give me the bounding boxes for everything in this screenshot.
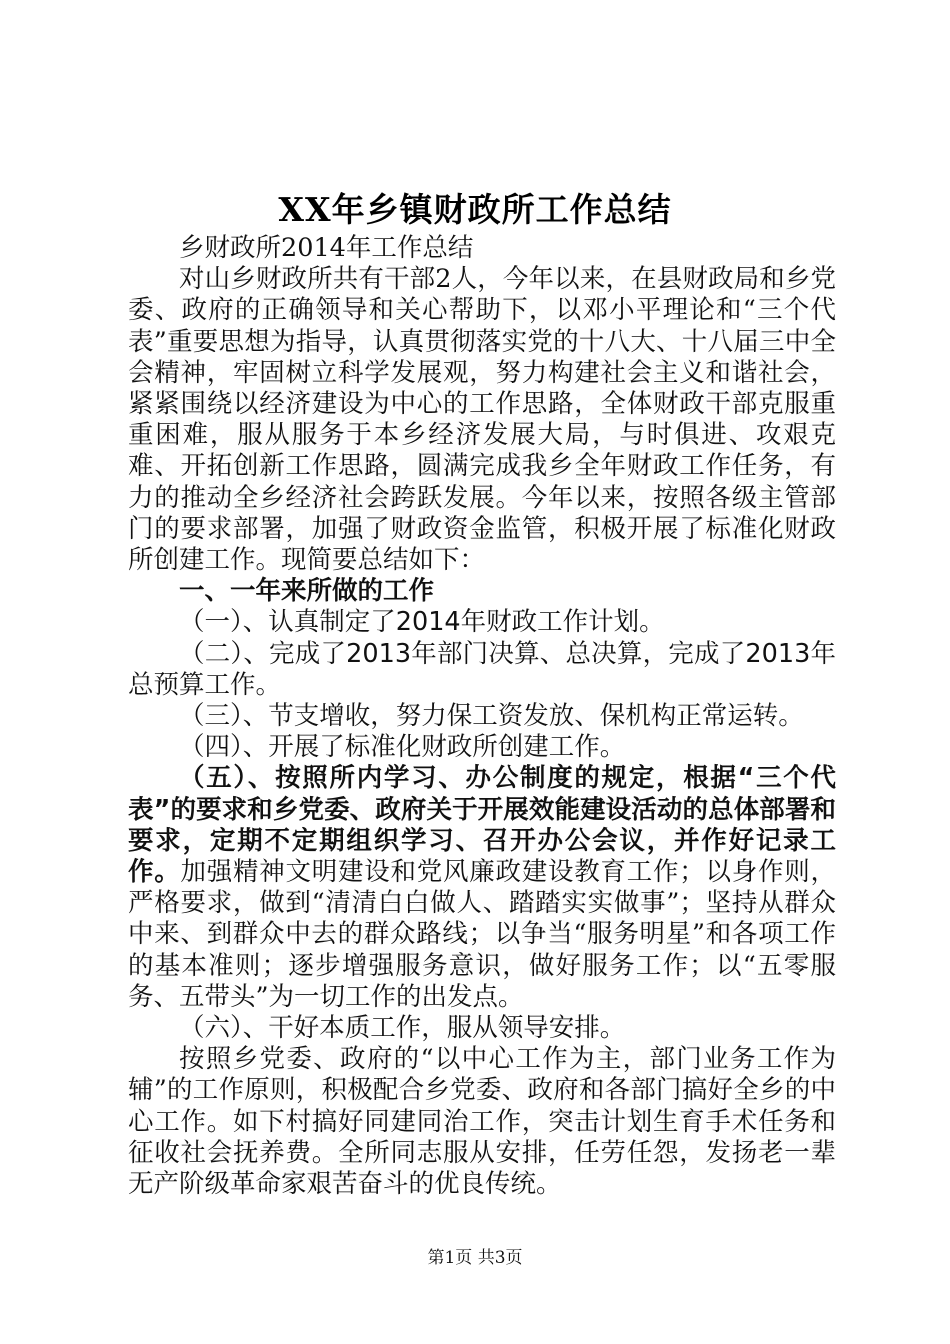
document-title: XX年乡镇财政所工作总结 bbox=[278, 190, 672, 229]
list-item-5-heading: （五）、按照所内学习、办公制度的规定，根据“三个代表”的要求和乡党委、政府关于开展效能建设活动的总体部署和要求，定期不定期组织学习、召开办公会议，并作好记录工作。 bbox=[128, 763, 836, 888]
list-item-3: （三）、节支增收，努力保工资发放、保机构正常运转。 bbox=[179, 701, 804, 732]
list-item-6: （六）、干好本质工作，服从领导安排。 bbox=[179, 1013, 626, 1044]
list-item-2: （二）、完成了2013年部门决算、总决算，完成了2013年总预算工作。 bbox=[128, 638, 836, 700]
list-item-5-body: 加强精神文明建设和党风廉政建设教育工作；以身作则，严格要求，做到“清清白白做人、踏踏实实做事”；坚持从群众中来、到群众中去的群众路线；以争当“服务明星”和各项工作的基本准则；逐步增强服务意识，做好服务工作；以“五零服务、五带头”为一切工作的出发点。 bbox=[128, 857, 836, 1012]
list-item-4: （四）、开展了标准化财政所创建工作。 bbox=[179, 732, 626, 763]
document-body bbox=[128, 233, 836, 1200]
section-heading: 一、一年来所做的工作 bbox=[179, 576, 435, 607]
list-item-1: （一）、认真制定了2014年财政工作计划。 bbox=[179, 607, 665, 638]
intro-paragraph: 对山乡财政所共有干部2人，今年以来，在县财政局和乡党委、政府的正确领导和关心帮助下，以邓小平理论和“三个代表”重要思想为指导，认真贯彻落实党的十八大、十八届三中全会精神，牢固树立科学发展观，努力构建社会主义和谐社会，紧紧围绕以经济建设为中心的工作思路，全体财政干部克服重重困难，服从服务于本乡经济发展大局，与时俱进、攻艰克难、开拓创新工作思路，圆满完成我乡全年财政工作任务，有力的推动全乡经济社会跨跃发展。今年以来，按照各级主管部门的要求部署，加强了财政资金监管，积极开展了标准化财政所创建工作。现简要总结如下： bbox=[128, 264, 836, 576]
closing-paragraph: 按照乡党委、政府的“以中心工作为主，部门业务工作为辅”的工作原则，积极配合乡党委、政府和各部门搞好全乡的中心工作。如下村搞好同建同治工作，突击计划生育手术任务和征收社会抚养费。全所同志服从安排，任劳任怨，发扬老一辈无产阶级革命家艰苦奋斗的优良传统。 bbox=[128, 1044, 836, 1200]
subtitle-paragraph: 乡财政所2014年工作总结 bbox=[179, 233, 474, 263]
page-number: 第1页 共3页 bbox=[427, 1248, 523, 1268]
list-item-5 bbox=[128, 763, 836, 1013]
